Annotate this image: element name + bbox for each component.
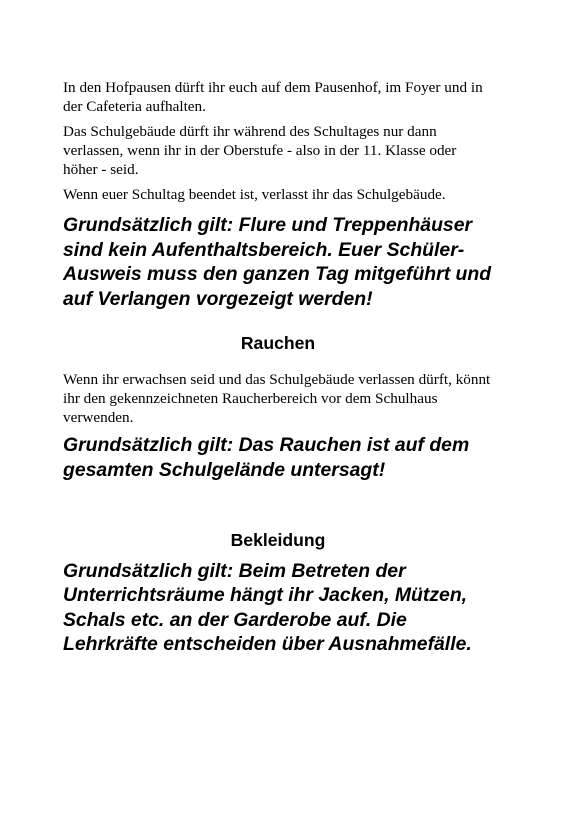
- pausen-paragraph-3: Wenn euer Schultag beendet ist, verlasst ihr das Schulgebäude.: [63, 186, 446, 203]
- document-page: [63, 78, 493, 657]
- rauchen-heading: Rauchen: [240, 333, 316, 354]
- bekleidung-rule: Grundsätzlich gilt: Beim Betreten der Unterrichtsräume hängt ihr Jacken, Mützen, Schals etc. an der Garderobe auf. Die Lehrkräfte entscheiden über Ausnahmefälle.: [63, 559, 472, 656]
- rauchen-rule: Grundsätzlich gilt: Das Rauchen ist auf dem gesamten Schulgelände untersagt!: [63, 434, 470, 481]
- pausen-paragraph-2: Das Schulgebäude dürft ihr während des Schultages nur dann verlassen, wenn ihr in der Oberstufe - also in der 11. Klasse oder höher - seid.: [63, 123, 457, 178]
- pausen-rule: Grundsätzlich gilt: Flure und Treppenhäuser sind kein Aufenthaltsbereich. Euer Schüler-Ausweis muss den ganzen Tag mitgeführt und auf Verlangen vorgezeigt werden!: [63, 214, 492, 310]
- rauchen-paragraph: Wenn ihr erwachsen seid und das Schulgebäude verlassen dürft, könnt ihr den gekennzeichneten Raucherbereich vor dem Schulhaus verwenden.: [63, 371, 491, 427]
- pausen-paragraph-1: In den Hofpausen dürft ihr euch auf dem Pausenhof, im Foyer und in der Cafeteria aufhalten.: [63, 79, 483, 115]
- bekleidung-heading: Bekleidung: [230, 529, 326, 550]
